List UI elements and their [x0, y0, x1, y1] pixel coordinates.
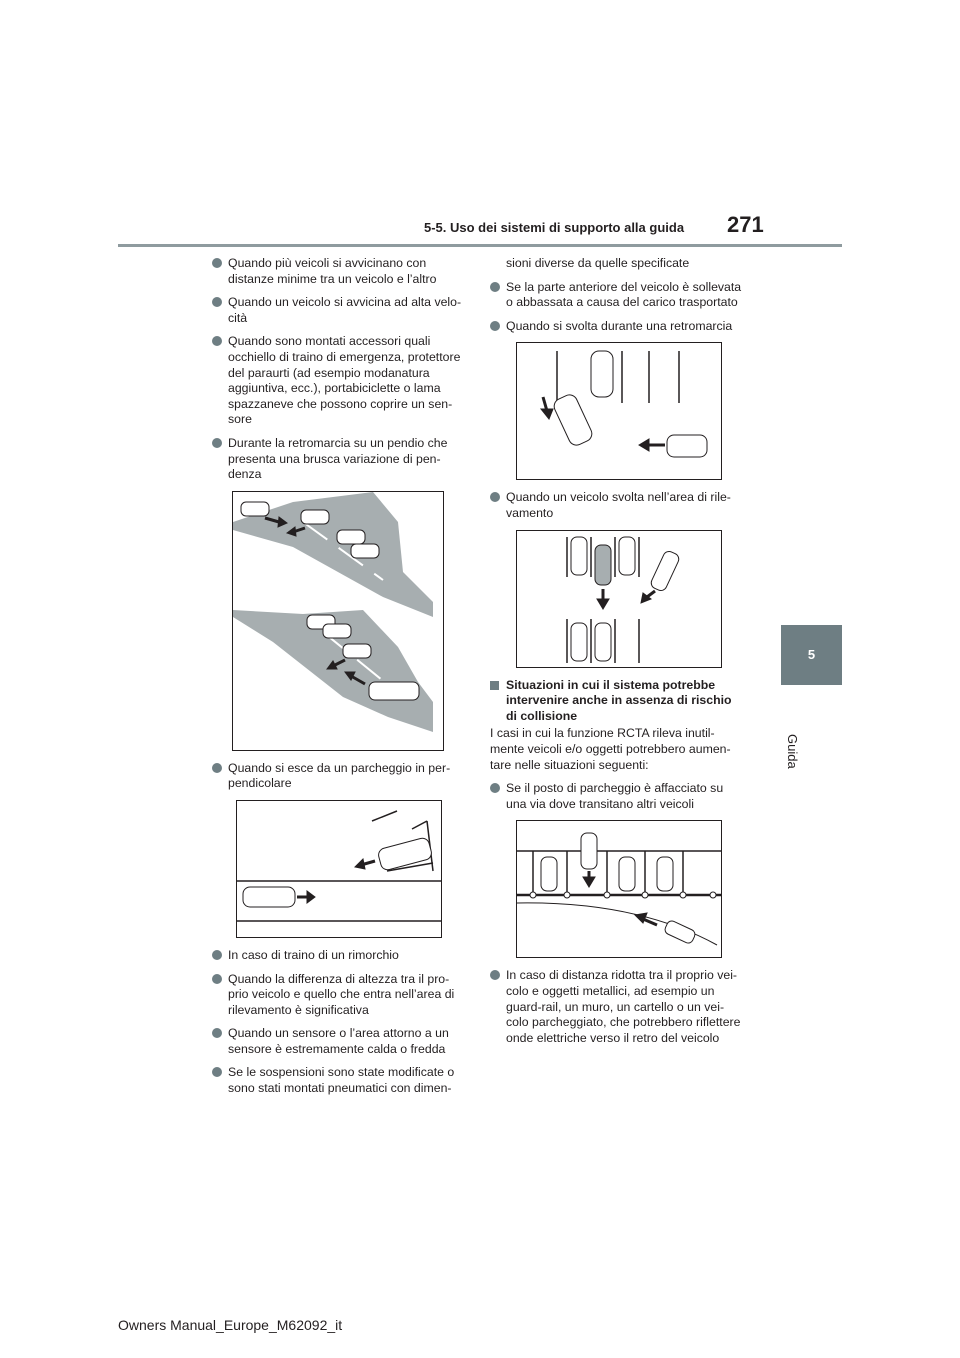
list-item: Se le sospensioni sono state modificate o sono stati montati pneumatici con dimen- [212, 1065, 464, 1096]
list-item: Quando si svolta durante una retromarcia [490, 319, 742, 335]
list-item: Quando un sensore o l’area attorno a un sensore è estremamente calda o fredda [212, 1026, 464, 1057]
reverse-turn-illustration [516, 342, 722, 480]
list-item: Quando un veicolo si avvicina ad alta velo-cità [212, 295, 464, 326]
bullet-icon [212, 1067, 222, 1077]
bullet-icon [490, 282, 500, 292]
bullet-icon [490, 492, 500, 502]
list-item: Quando la differenza di altezza tra il pro-prio veicolo e quello che entra nell’area di rilevamento è significativa [212, 972, 464, 1019]
list-item: Quando un veicolo svolta nell’area di rile-vamento [490, 490, 742, 521]
chapter-number: 5 [807, 647, 816, 662]
footer-doc-id: Owners Manual_Europe_M62092_it [118, 1317, 343, 1333]
list-item: Quando più veicoli si avvicinano con distanze minime tra un veicolo e l’altro [212, 256, 464, 287]
list-item: Se il posto di parcheggio è affacciato su una via dove transitano altri veicoli [490, 781, 742, 812]
bullet-icon [212, 297, 222, 307]
square-bullet-icon [490, 681, 499, 690]
list-item: In caso di traino di un rimorchio [212, 948, 464, 964]
chapter-tab [781, 625, 842, 685]
parking-facing-street-illustration [516, 820, 722, 958]
bullet-icon [212, 950, 222, 960]
sub-heading: Situazioni in cui il sistema potrebbe intervenire anche in assenza di rischio di collisione [490, 678, 742, 725]
chapter-label: Guida [785, 734, 800, 769]
bullet-icon [490, 783, 500, 793]
list-item: Quando sono montati accessori quali occhiello di traino di emergenza, protettore del paraurti (ad esempio modanatura aggiuntiva, ecc.), portabiciclette o lama spazzaneve che possono coprire un sen-sore [212, 334, 464, 428]
detection-area-turn-illustration [516, 530, 722, 668]
bullet-icon [212, 258, 222, 268]
bullet-icon [212, 336, 222, 346]
slope-illustration [232, 491, 444, 751]
bullet-icon [212, 1028, 222, 1038]
list-item: Quando si esce da un parcheggio in per-pendicolare [212, 761, 464, 792]
bullet-icon [212, 974, 222, 984]
list-item: Se la parte anteriore del veicolo è sollevata o abbassata a causa del carico trasportato [490, 280, 742, 311]
header-divider [118, 244, 842, 247]
perpendicular-parking-illustration [236, 800, 442, 938]
bullet-icon [490, 970, 500, 980]
left-column [212, 256, 464, 1105]
bullet-icon [490, 321, 500, 331]
continued-text: sioni diverse da quelle specificate [506, 256, 690, 270]
right-column [490, 256, 742, 1054]
paragraph: I casi in cui la funzione RCTA rileva inutil-mente veicoli e/o oggetti potrebbero aumen-tare nelle situazioni seguenti: [490, 726, 731, 772]
list-item: Durante la retromarcia su un pendio che presenta una brusca variazione di pen-denza [212, 436, 464, 483]
bullet-icon [212, 438, 222, 448]
list-item: In caso di distanza ridotta tra il proprio vei-colo e oggetti metallici, ad esempio un guard-rail, un muro, un cartello o un vei-colo parcheggiato, che potrebbero riflettere onde elettriche verso il retro del veicolo [490, 968, 742, 1046]
bullet-icon [212, 763, 222, 773]
section-title: 5-5. Uso dei sistemi di supporto alla guida [424, 220, 685, 235]
page-number: 271 [727, 212, 764, 237]
